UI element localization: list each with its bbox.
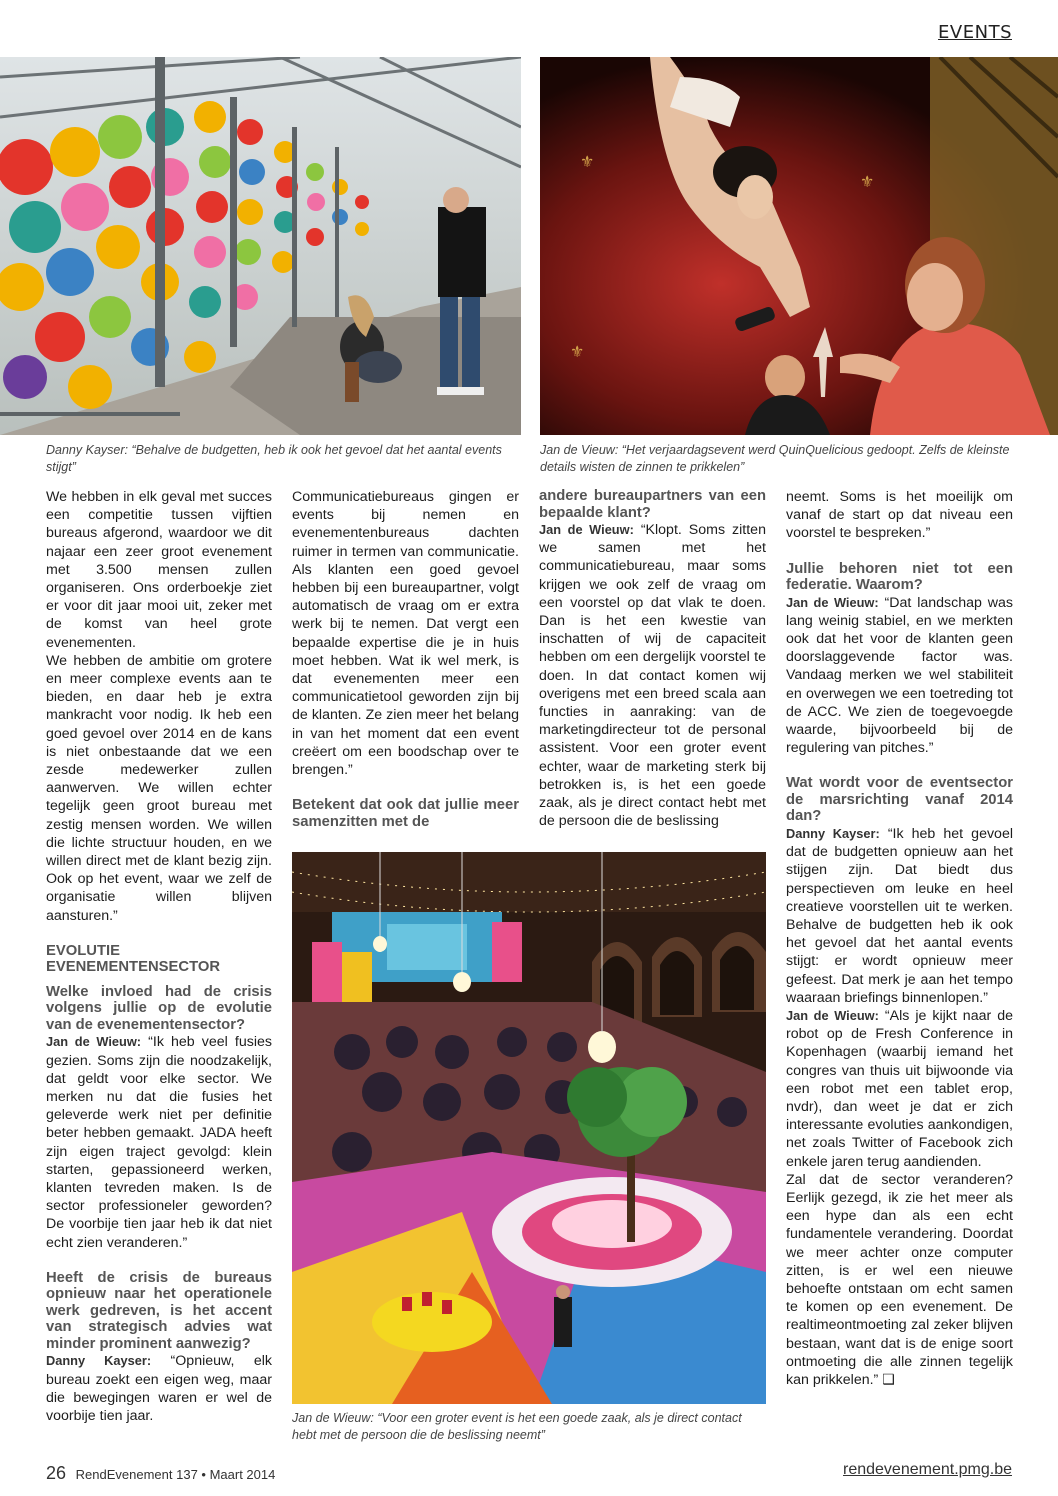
speaker-name: Jan de Wieuw: (786, 1007, 879, 1023)
speaker-name: Jan de Wieuw: (46, 1034, 142, 1050)
question-heading: andere bureaupartners van een bepaalde klant? (539, 488, 766, 521)
speaker-name: Jan de Wieuw: (786, 594, 879, 610)
acrobat-champagne-photo (540, 57, 1058, 435)
paragraph: We hebben de ambitie om grotere en meer complexe events aan te bieden, en daar heb je extra mankracht voor nodig. Ik heb een goed gevoel over 2014 en de kans is niet onbestaande dat we een zesde medewerker zullen aanwerven. We willen echter tegelijk geen groot bureau met zestig mensen worden. We willen die lichte structuur houden, en we willen direct met de klant bezig zijn. Ook op het event, waar we zelf de organisatie willen blijven aansturen.” (46, 652, 272, 924)
site-link[interactable]: rendevenement.pmg.be (843, 1461, 1012, 1478)
svg-text:⚜: ⚜ (580, 152, 595, 171)
page-number: 26 (46, 1463, 67, 1483)
speaker-name: Danny Kayser: (786, 825, 880, 841)
answer-paragraph (46, 1033, 272, 1251)
issue-label: RendEvenement 137 • Maart 2014 (75, 1467, 276, 1482)
answer-paragraph (786, 594, 1013, 758)
event-hall-photo (292, 852, 766, 1404)
end-mark-icon: ❑ (882, 1372, 895, 1389)
column-2 (292, 488, 519, 830)
answer-text: Zal dat de sector veranderen? Eerlijk gezegd, ik zie het meer als een hype dan als een echt fundamentele verandering. Doordat we meer achter onze computer zitten, is er wel een nieuwe behoefte ontstaan om echt samen te komen op een evenement. De realtimeontmoeting zal zeker blijven bestaan, want dat is de enige soort ontmoeting die alle zinnen tegelijk kan prikkelen.” (786, 1171, 1013, 1389)
speaker-name: Jan de Wieuw: (539, 522, 634, 537)
svg-text:⚜: ⚜ (860, 172, 875, 191)
answer-text: “Opnieuw, elk bureau zoekt een eigen weg, maar die bewegingen waren er wel de voorbije tien jaar. (46, 1353, 272, 1424)
photo2-caption: Jan de Vieuw: “Het verjaardagsevent werd QuinQuelicious gedoopt. Zelfs de kleinste details wisten de zinnen te prikkelen” (540, 443, 1010, 474)
answer-paragraph (786, 1007, 1013, 1171)
question-heading: Jullie behoren niet tot een federatie. Waarom? (786, 560, 1013, 594)
answer-text: “Klopt. Soms zitten we samen met het communicatiebureau, maar soms krijgen we ook zelf de vraag om een voorstel op dat vlak te doen. Dan is het een kwestie van inschatten of wij de capaciteit hebben om een dergelijk voorstel te doen. In dat contact komen wij overigens met een breed scala aan functies in aanraking: van de marketingdirecteur tot de personal assistent. Voor een groter event echter, waar de marketing sterk bij betrokken is, is het een goede zaak, als je direct contact hebt met de persoon die de beslissing (539, 522, 766, 830)
photo1-caption: Danny Kayser: “Behalve de budgetten, heb ik ook het gevoel dat het aantal events stijgt” (46, 443, 502, 474)
paragraph: neemt. Soms is het moeilijk om vanaf de start op dat niveau een voorstel te bespreken.” (786, 489, 1013, 542)
answer-paragraph (539, 521, 766, 830)
column-4 (786, 488, 1013, 1389)
section-heading: EVOLUTIE EVENEMENTENSECTOR (46, 942, 221, 976)
question-heading: Wat wordt voor de eventsector de marsrichting vanaf 2014 dan? (786, 775, 1013, 825)
svg-text:⚜: ⚜ (570, 342, 585, 361)
answer-text: “Als je kijkt naar de robot op de Fresh Conference in Kopenhagen (waarbij iemand het congres van thuis uit bijwoonde via een robot met een tablet erop, nvdr), dan weet je dat er zich interessante evoluties aankondigen, net zoals Twitter of Facebook zich enkele jaren terug aandienden. (786, 1007, 1013, 1170)
question-heading: Welke invloed had de crisis volgens jullie op de evolutie van de evenementensector? (46, 983, 272, 1033)
paragraph: Communicatiebureaus gingen er events bij nemen en evenementenbureaus dachten ruimer in termen van communicatie. Als klanten een goed gevoel hebben bij een bureaupartner, volgt automatisch de vraag om er extra werk bij te nemen. Dat vergt een bepaalde expertise die je in huis moet hebben. Wat ik wel merk, is dat evenementen meer een communicatietool geworden zijn bij de klanten. Ze zien meer het belang in van het moment dat een event creëert om een boodschap over te brengen.” (292, 489, 519, 779)
paragraph: We hebben in elk geval met succes een competitie tussen vijftien bureaus afgerond, waardoor we dit najaar een zeer groot evenement met 3.500 mensen zullen organiseren. Ons orderboekje ziet er voor dit jaar mooi uit, zeker met de komst van heel grote evenementen. (46, 489, 272, 651)
answer-paragraph (786, 825, 1013, 1007)
footer-left (46, 1463, 275, 1484)
answer-paragraph (46, 1352, 272, 1425)
section-tag: EVENTS (938, 22, 1012, 43)
column-1 (46, 488, 272, 1425)
question-heading: Heeft de crisis de bureaus opnieuw naar het operationele werk gedreven, is het accent van strategisch advies wat minder prominent aanwezig? (46, 1269, 272, 1352)
answer-text: “Dat landschap was lang weinig stabiel, en we merkten ook dat het voor de klanten geen doorslaggevende factor was. Vandaag merken we wel stabiliteit en overwegen we een toetreding tot de ACC. We zien de toegevoegde waarde, bijvoorbeeld bij de regulering van pitches.” (786, 594, 1013, 757)
column-3 (539, 488, 766, 830)
answer-text: “Ik heb het gevoel dat de budgetten opnieuw aan het stijgen zijn. Dat biedt dus perspectieven om leuke en heel creatieve voorstellen uit te werken. Behalve de budgetten heb ik ook het gevoel dat het aantal events stijgt: er wordt opnieuw meer gefeest. Dat merk je aan het tempo waaraan briefings binnenlopen.” (786, 825, 1013, 1006)
question-heading: Betekent dat ook dat jullie meer samenzitten met de (292, 797, 519, 830)
speaker-name: Danny Kayser: (46, 1353, 152, 1369)
answer-text: “Ik heb veel fusies gezien. Soms zijn die noodzakelijk, dat geldt voor elke sector. We merken nu dat die fusies het geleverde werk niet per definitie beter hebben gemaakt. JADA heeft zijn eigen traject gevolgd: klein starten, gepassioneerd werken, klanten tevreden maken. Is de sector professioneler geworden? De voorbije tien jaar heb ik dat niet echt zien veranderen.” (46, 1034, 272, 1251)
greenhouse-photo (0, 57, 521, 435)
photo3-caption: Jan de Wieuw: “Voor een groter event is het een goede zaak, als je direct contact hebt met de persoon die de beslissing neemt” (292, 1411, 742, 1442)
paragraph (786, 1171, 1013, 1389)
